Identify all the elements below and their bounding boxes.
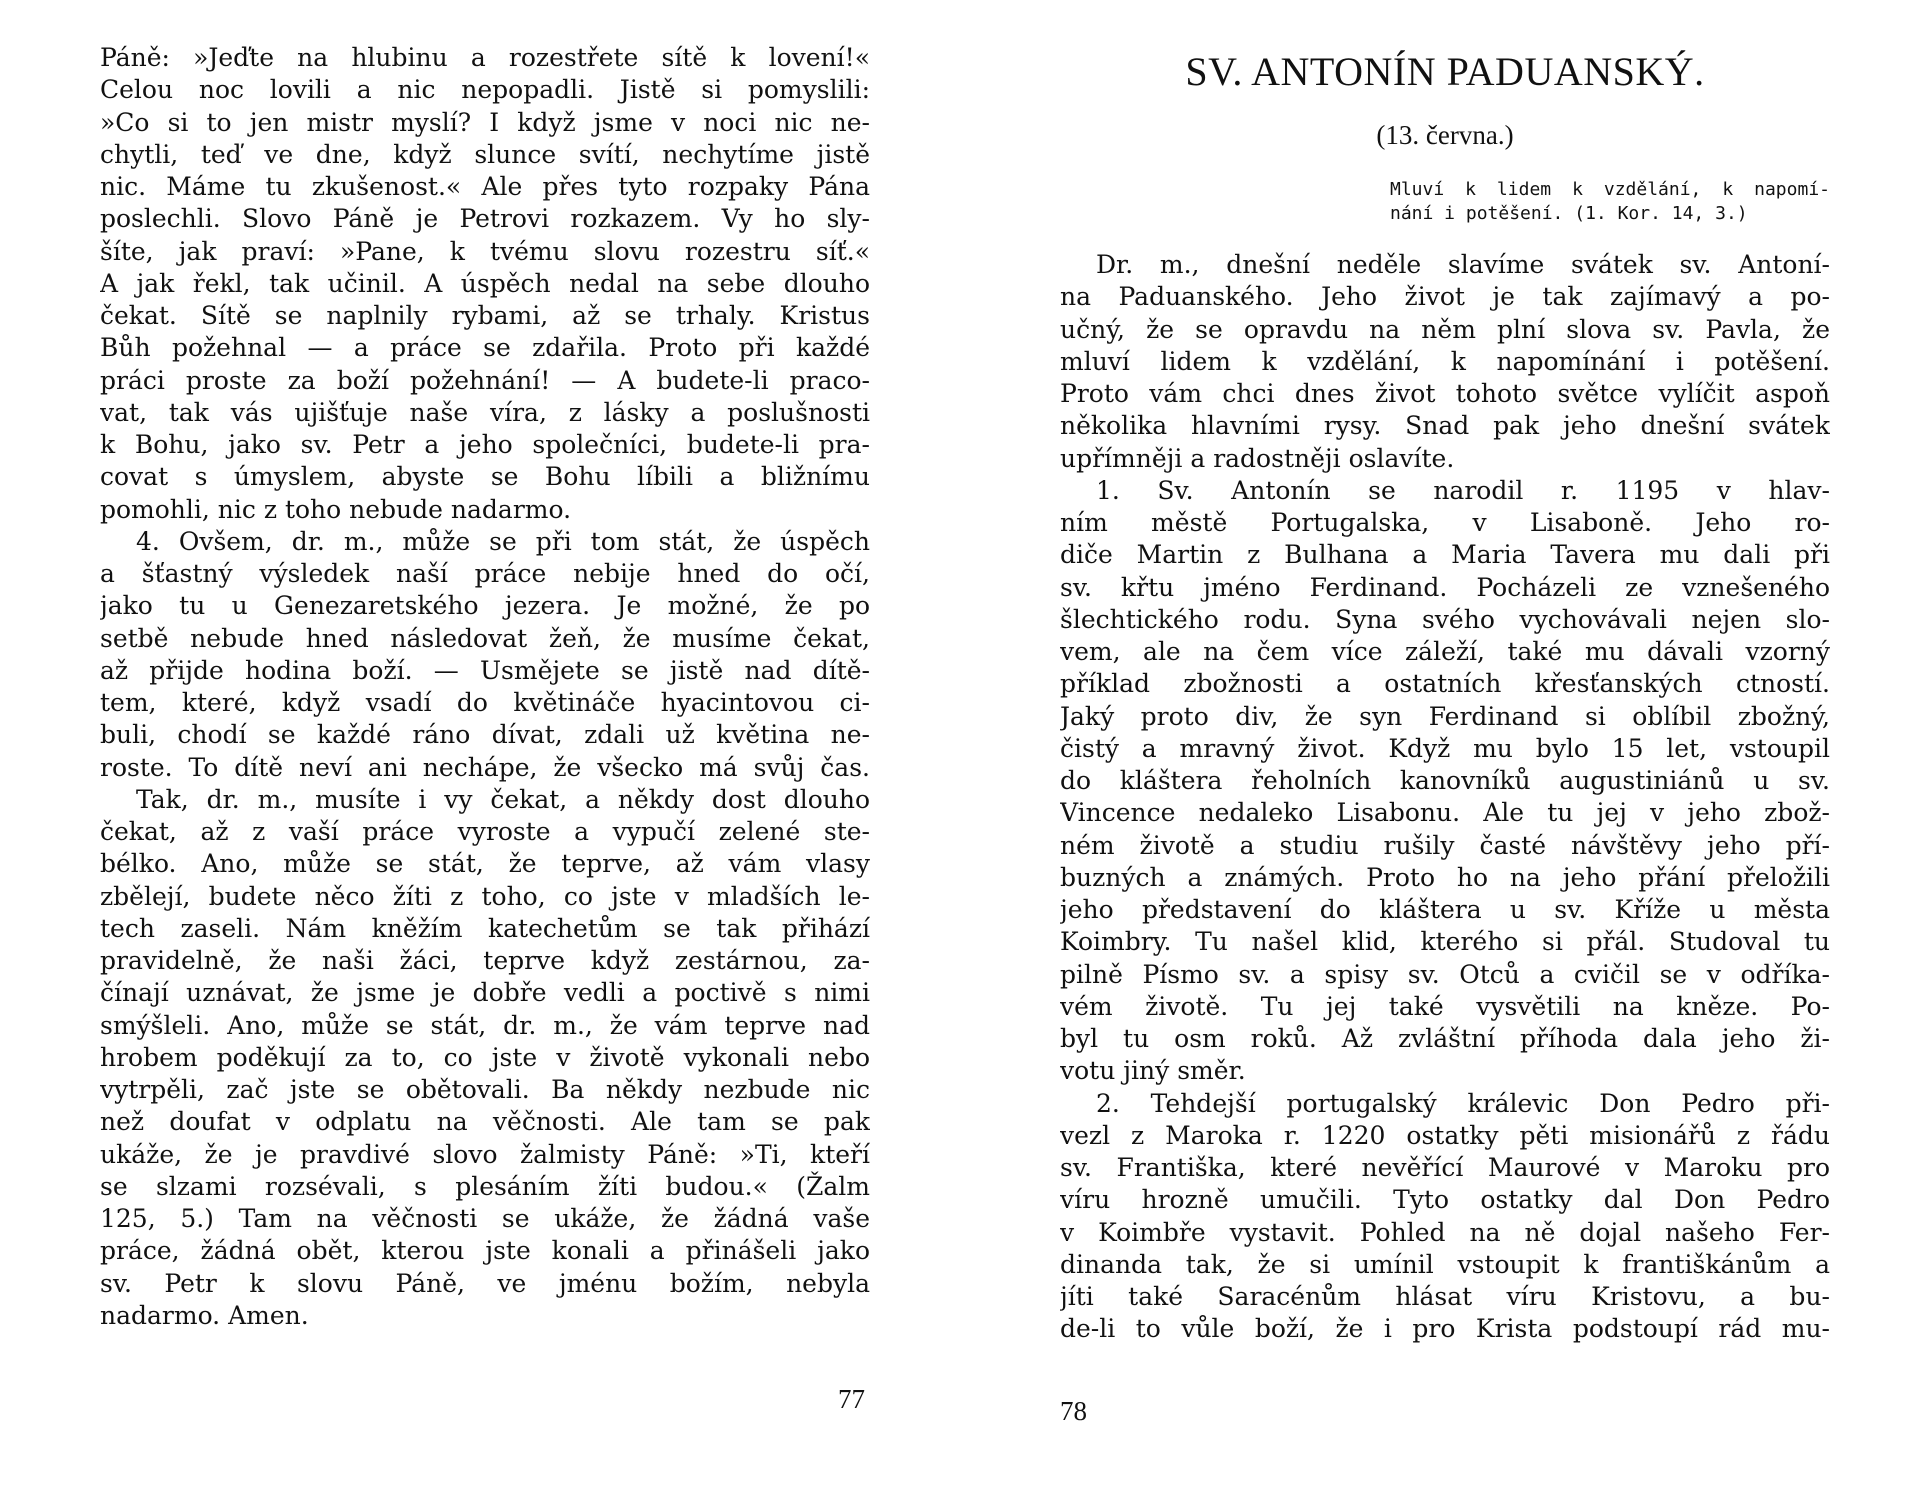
text-line: práce, žádná obět, kterou jste konali a přinášeli jako	[100, 1236, 870, 1266]
text-line: čistý a mravný život. Když mu bylo 15 let, vstoupil	[1060, 733, 1830, 763]
right-page-text	[1060, 249, 1830, 1346]
text-line: covat s úmyslem, abyste se Bohu líbili a bližnímu	[100, 462, 870, 492]
text-line: sv. Petr k slovu Páně, ve jménu božím, nebyla	[100, 1268, 870, 1298]
text-line: Páně: »Jeďte na hlubinu a rozestřete sítě k lovení!«	[100, 43, 870, 72]
text-line: tech zaseli. Nám kněžím katechetům se tak přihází	[100, 913, 870, 943]
text-line: k Bohu, jako sv. Petr a jeho společníci, budete-li pra-	[100, 430, 870, 459]
page-number-left: 77	[838, 1384, 865, 1414]
text-line: 125, 5.) Tam na věčnosti se ukáže, že žádná vaše	[100, 1204, 870, 1233]
text-line: zbělejí, budete něco žíti z toho, co jste v mladších le-	[100, 881, 870, 911]
text-line: šlechtického rodu. Syna svého vychovávali nejen slo-	[1060, 604, 1830, 634]
chapter-title: SV. ANTONÍN PADUANSKÝ.	[1185, 49, 1705, 94]
text-line: bélko. Ano, může se stát, že teprve, až vám vlasy	[100, 849, 870, 879]
text-line: 2. Tehdejší portugalský králevic Don Pedro při-	[1096, 1088, 1830, 1118]
text-line: do kláštera řeholních kanovníků augustiniánů u sv.	[1060, 766, 1830, 795]
text-line: čekat, až z vaší práce vyroste a vypučí zelené ste-	[100, 817, 870, 846]
text-line: Celou noc lovili a nic nepopadli. Jistě si pomyslili:	[100, 75, 870, 105]
text-line: vezl z Maroka r. 1220 ostatky pěti misionářů z řádu	[1060, 1120, 1830, 1150]
text-line: několika hlavními rysy. Snad pak jeho dnešní svátek	[1060, 411, 1830, 441]
text-line: hrobem poděkují za to, co jste v životě vykonali nebo	[100, 1042, 870, 1072]
text-line: nadarmo. Amen.	[100, 1300, 309, 1330]
text-line: sv. křtu jméno Ferdinand. Pocházeli ze vznešeného	[1060, 572, 1830, 602]
text-line: víru hrozně umučili. Tyto ostatky dal Don Pedro	[1060, 1185, 1830, 1215]
text-line: jíti také Saracénům hlásat víru Kristovu, a bu-	[1060, 1282, 1830, 1311]
text-line: byl tu osm roků. Až zvláštní příhoda dala jeho ži-	[1060, 1024, 1830, 1053]
text-line: »Co si to jen mistr myslí? I když jsme v noci nic ne-	[100, 107, 870, 137]
text-line: Mluví k lidem k vzdělání, k napomí-	[1390, 179, 1830, 200]
text-line: Dr. m., dnešní neděle slavíme svátek sv. Antoní-	[1096, 250, 1830, 279]
text-line: votu jiný směr.	[1060, 1056, 1246, 1086]
text-line: než doufat v odplatu na věčnosti. Ale tam se pak	[100, 1107, 870, 1137]
text-line: šíte, jak praví: »Pane, k tvému slovu rozestru síť.«	[100, 236, 870, 266]
text-line: 4. Ovšem, dr. m., může se při tom stát, že úspěch	[136, 526, 870, 556]
text-line: učný, že se opravdu na něm plní slova sv. Pavla, že	[1060, 314, 1830, 344]
text-line: nic. Máme tu zkušenost.« Ale přes tyto rozpaky Pána	[100, 172, 870, 201]
text-line: a šťastný výsledek naší práce nebije hned do očí,	[100, 559, 870, 588]
feast-date: (13. června.)	[1376, 120, 1514, 150]
text-line: ukáže, že je pravdivé slovo žalmisty Páně: »Ti, kteří	[100, 1139, 870, 1169]
epigraph	[1390, 178, 1830, 226]
text-line: až přijde hodina boží. — Usmějete se jistě nad dítě-	[100, 655, 870, 685]
text-line: sv. Františka, které nevěřící Maurové v Maroku pro	[1060, 1153, 1830, 1182]
text-line: vytrpěli, zač jste se obětovali. Ba někdy nezbude nic	[100, 1075, 870, 1104]
text-line: ném životě a studiu rušily časté návštěvy jeho pří-	[1060, 830, 1830, 860]
right-page	[960, 0, 1920, 1500]
text-line: pilně Písmo sv. a spisy sv. Otců a cvičil se v odříka-	[1060, 959, 1830, 989]
left-page-text	[100, 42, 870, 1332]
text-line: poslechli. Slovo Páně je Petrovi rozkazem. Vy ho sly-	[100, 204, 870, 234]
text-line: vem, ale na čem více záleží, také mu dávali vzorný	[1060, 637, 1830, 666]
text-line: Bůh požehnal — a práce se zdařila. Proto při každé	[100, 333, 870, 363]
text-line: buzných a známých. Proto ho na jeho přání přeložili	[1060, 862, 1830, 892]
text-line: se slzami rozsévali, s plesáním žíti budou.« (Žalm	[100, 1171, 870, 1201]
text-line: Proto vám chci dnes život tohoto světce vylíčit aspoň	[1060, 379, 1830, 408]
text-line: pravidelně, že naši žáci, teprve když zestárnou, za-	[100, 946, 870, 975]
text-line: 1. Sv. Antonín se narodil r. 1195 v hlav-	[1096, 475, 1830, 505]
text-line: de-li to vůle boží, že i pro Krista podstoupí rád mu-	[1060, 1314, 1830, 1344]
text-line: příklad zbožnosti a ostatních křesťanských ctností.	[1060, 669, 1830, 699]
page-number-right: 78	[1060, 1396, 1087, 1426]
text-line: Tak, dr. m., musíte i vy čekat, a někdy dost dlouho	[136, 784, 870, 814]
text-line: jako tu u Genezaretského jezera. Je možné, že po	[100, 591, 870, 621]
text-line: smýšleli. Ano, může se stát, dr. m., že vám teprve nad	[100, 1010, 870, 1040]
text-line: setbě nebude hned následovat žeň, že musíme čekat,	[100, 623, 870, 653]
text-line: roste. To dítě neví ani nechápe, že všecko má svůj čas.	[100, 752, 870, 782]
text-line: vém životě. Tu jej také vysvětili na kněze. Po-	[1060, 991, 1830, 1021]
text-line: upřímněji a radostněji oslavíte.	[1060, 443, 1455, 473]
text-line: mluví lidem k vzdělání, k napomínání i potěšení.	[1060, 346, 1830, 376]
text-line: čínají uznávat, že jsme je dobře vedli a poctivě s nimi	[100, 978, 870, 1008]
text-line: dinanda tak, že si umínil vstoupit k františkánům a	[1060, 1249, 1830, 1279]
text-line: ním městě Portugalska, v Lisaboně. Jeho ro-	[1060, 508, 1830, 537]
text-line: na Paduanského. Jeho život je tak zajímavý a po-	[1060, 282, 1830, 312]
text-line: chytli, teď ve dne, když slunce svítí, nechytíme jistě	[100, 139, 870, 169]
text-line: jeho představení do kláštera u sv. Kříže u města	[1060, 895, 1830, 924]
text-line: Vincence nedaleko Lisabonu. Ale tu jej v jeho zbož-	[1060, 798, 1830, 828]
text-line: Jaký proto div, že syn Ferdinand si oblíbil zbožný,	[1060, 701, 1830, 731]
text-line: pomohli, nic z toho nebude nadarmo.	[100, 494, 572, 524]
text-line: nání i potěšení. (1. Kor. 14, 3.)	[1390, 203, 1748, 224]
text-line: buli, chodí se každé ráno dívat, zdali už květina ne-	[100, 720, 870, 750]
text-line: Koimbry. Tu našel klid, kterého si přál. Studoval tu	[1060, 927, 1830, 957]
text-line: diče Martin z Bulhana a Maria Tavera mu dali při	[1060, 540, 1830, 570]
text-line: A jak řekl, tak učinil. A úspěch nedal na sebe dlouho	[100, 268, 870, 298]
text-line: čekat. Sítě se naplnily rybami, až se trhaly. Kristus	[100, 301, 870, 330]
text-line: práci proste za boží požehnání! — A budete-li praco-	[100, 365, 870, 395]
text-line: vat, tak vás ujišťuje naše víra, z lásky a poslušnosti	[100, 397, 870, 427]
text-line: tem, které, když vsadí do květináče hyacintovou ci-	[100, 688, 870, 717]
text-line: v Koimbře vystavit. Pohled na ně dojal našeho Fer-	[1060, 1217, 1830, 1247]
